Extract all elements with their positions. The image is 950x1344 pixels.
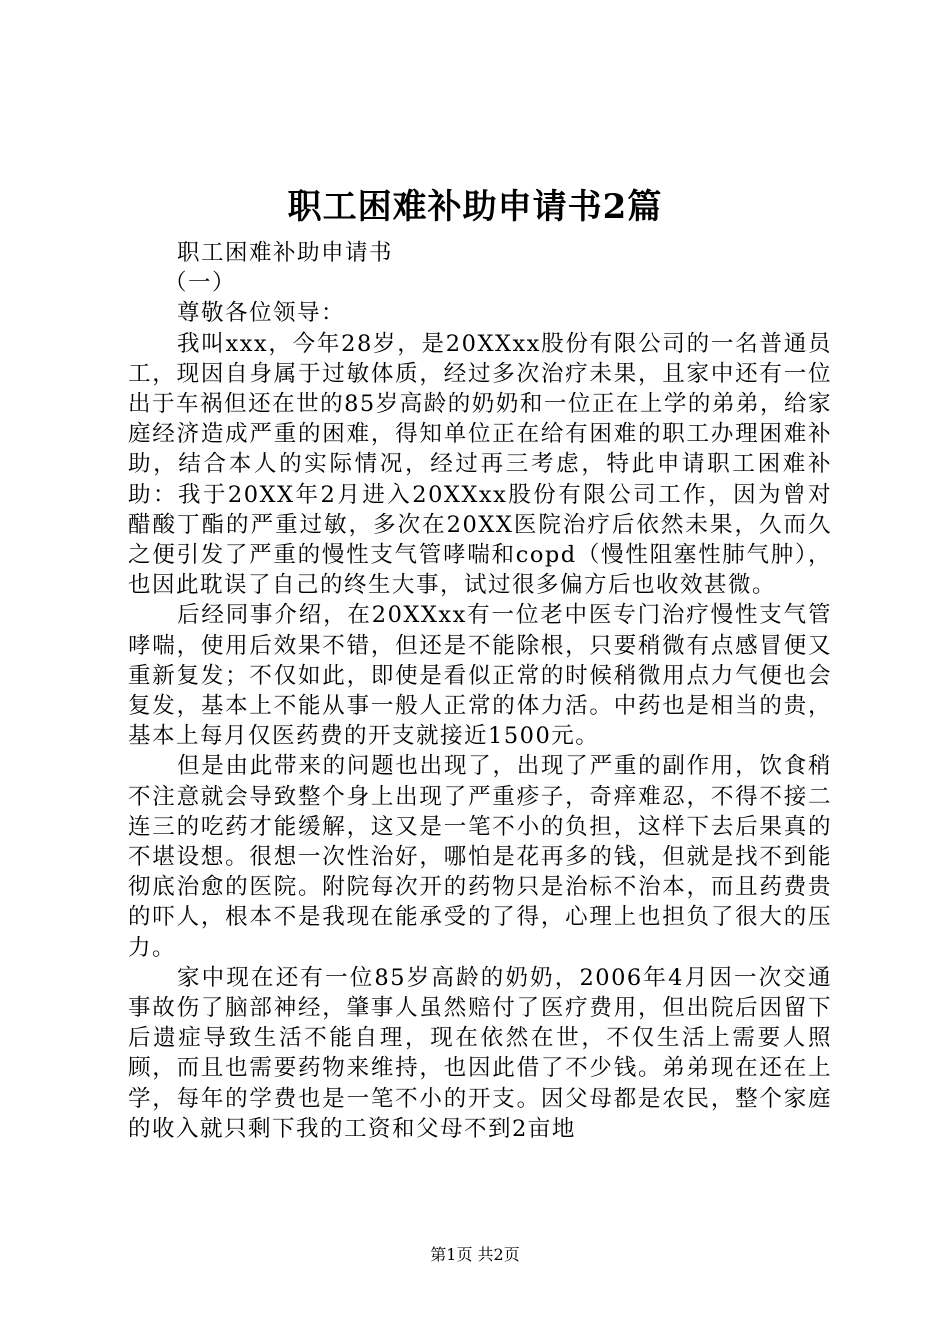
section-subtitle: 职工困难补助申请书 xyxy=(177,240,394,266)
page-footer: 第1页 共2页 xyxy=(430,1245,520,1264)
body-paragraph-3: 但是由此带来的问题也出现了，出现了严重的副作用，饮食稍不注意就会导致整个身上出现了严重疹子，奇痒难忍，不得不接二连三的吃药才能缓解，这又是一笔不小的负担，这样下去后果真的不堪设想。很想一次性治好，哪怕是花再多的钱，但就是找不到能彻底治愈的医院。附院每次开的药物只是治标不治本，而且药费贵的吓人，根本不是我现在能承受的了得，心理上也担负了很大的压力。 xyxy=(128,753,832,961)
salutation: 尊敬各位领导： xyxy=(177,300,346,327)
document-title: 职工困难补助申请书2篇 xyxy=(287,187,663,227)
part-label: （一） xyxy=(164,270,237,297)
body-paragraph-1: 我叫xxx，今年28岁，是20XXxx股份有限公司的一名普通员工，现因自身属于过敏体质，经过多次治疗未果，且家中还有一位出于车祸但还在世的85岁高龄的奶奶和一位正在上学的弟弟，给家庭经济造成严重的困难，得知单位正在给有困难的职工办理困难补助，结合本人的实际情况，经过再三考虑，特此申请职工困难补助：我于20XX年2月进入20XXxx股份有限公司工作，因为曾对醋酸丁酯的严重过敏，多次在20XX医院治疗后依然未果，久而久之便引发了严重的慢性支气管哮喘和copd（慢性阻塞性肺气肿），也因此耽误了自己的终生大事，试过很多偏方后也收效甚微。 xyxy=(128,330,832,599)
body-paragraph-4: 家中现在还有一位85岁高龄的奶奶，2006年4月因一次交通事故伤了脑部神经，肇事人虽然赔付了医疗费用，但出院后因留下后遗症导致生活不能自理，现在依然在世，不仅生活上需要人照顾，而且也需要药物来维持，也因此借了不少钱。弟弟现在还在上学，每年的学费也是一笔不小的开支。因父母都是农民，整个家庭的收入就只剩下我的工资和父母不到2亩地 xyxy=(128,964,832,1142)
body-paragraph-2: 后经同事介绍，在20XXxx有一位老中医专门治疗慢性支气管哮喘，使用后效果不错，但还是不能除根，只要稍微有点感冒便又重新复发；不仅如此，即使是看似正常的时候稍微用点力气便也会复发，基本上不能从事一般人正常的体力活。中药也是相当的贵，基本上每月仅医药费的开支就接近1500元。 xyxy=(128,602,832,750)
document-body xyxy=(128,238,832,1144)
